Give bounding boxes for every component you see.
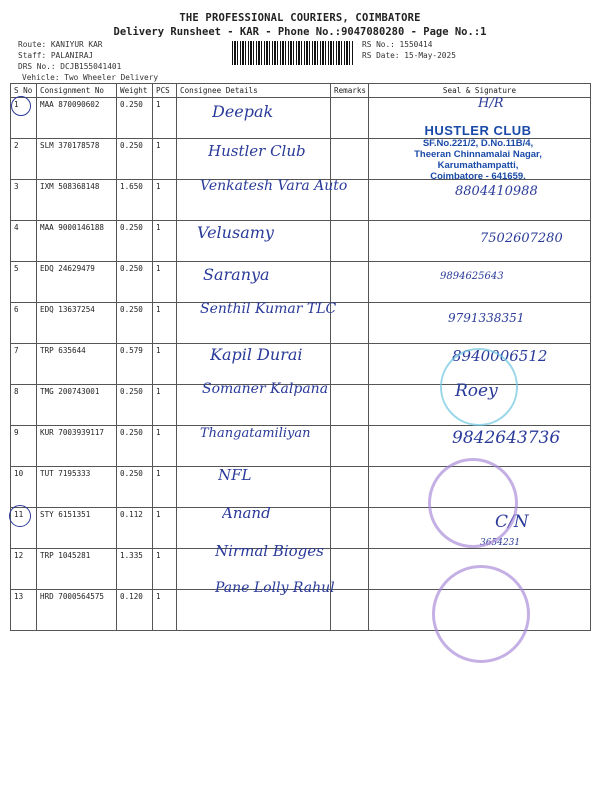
cell-weight: 1.335 (117, 549, 153, 590)
stamp-name: HUSTLER CLUB (424, 123, 532, 138)
cell-weight: 0.250 (117, 467, 153, 508)
handwritten-consignee: Hustler Club (208, 142, 306, 161)
handwritten-consignee: Somaner Kalpana (202, 381, 329, 398)
cell-remarks (331, 98, 369, 139)
cell-consignment-no: TRP 1045281 (37, 549, 117, 590)
handwritten-signature: 7502607280 (480, 230, 563, 246)
cell-consignment-no: STY 6151351 (37, 508, 117, 549)
cell-weight: 0.250 (117, 426, 153, 467)
cell-sno: 6 (11, 303, 37, 344)
cell-sno: 10 (11, 467, 37, 508)
cell-pcs: 1 (153, 303, 177, 344)
circle-mark-row11 (9, 505, 31, 527)
handwritten-signature: 3654231 (480, 538, 521, 549)
cell-remarks (331, 467, 369, 508)
handwritten-signature: C/N (495, 512, 529, 532)
cell-consignment-no: KUR 7003939117 (37, 426, 117, 467)
cell-pcs: 1 (153, 426, 177, 467)
barcode (232, 41, 354, 65)
hustler-club-stamp (393, 124, 563, 183)
handwritten-consignee: Anand (222, 504, 271, 522)
handwritten-signature: 9842643736 (452, 427, 561, 448)
col-consignment: Consignment No (37, 84, 117, 98)
cell-consignee (177, 467, 331, 508)
handwritten-consignee: Kapil Durai (210, 345, 303, 365)
round-seal-cyan (440, 348, 518, 426)
col-sno: S No (11, 84, 37, 98)
cell-weight: 0.250 (117, 303, 153, 344)
cell-consignment-no: TRP 635644 (37, 344, 117, 385)
cell-pcs: 1 (153, 467, 177, 508)
cell-remarks (331, 426, 369, 467)
cell-pcs: 1 (153, 344, 177, 385)
rs-date: RS Date: 15-May-2025 (362, 51, 456, 60)
cell-sno: 13 (11, 590, 37, 631)
handwritten-consignee: Thangatamiliyan (200, 425, 311, 441)
cell-consignment-no: TMG 200743001 (37, 385, 117, 426)
cell-remarks (331, 385, 369, 426)
cell-signature (369, 262, 591, 303)
cell-weight: 0.250 (117, 139, 153, 180)
company-title: THE PROFESSIONAL COURIERS, COIMBATORE (179, 12, 421, 24)
cell-weight: 1.650 (117, 180, 153, 221)
cell-remarks (331, 221, 369, 262)
cell-pcs: 1 (153, 549, 177, 590)
cell-consignment-no: MAA 9000146188 (37, 221, 117, 262)
col-weight: Weight (117, 84, 153, 98)
stamp-line3: Karumathampatti, (437, 159, 519, 171)
runsheet-subtitle: Delivery Runsheet - KAR - Phone No.:9047080280 - Page No.:1 (113, 26, 487, 38)
cell-pcs: 1 (153, 508, 177, 549)
cell-remarks (331, 549, 369, 590)
cell-pcs: 1 (153, 180, 177, 221)
handwritten-signature: 8804410988 (455, 184, 538, 200)
cell-sno: 4 (11, 221, 37, 262)
cell-consignment-no: EDQ 24629479 (37, 262, 117, 303)
cell-pcs: 1 (153, 590, 177, 631)
handwritten-consignee: Senthil Kumar TLC (200, 301, 337, 317)
col-remarks: Remarks (331, 84, 369, 98)
handwritten-signature: H/R (478, 96, 504, 111)
col-pcs: PCS (153, 84, 177, 98)
col-signature: Seal & Signature (369, 84, 591, 98)
cell-sno: 9 (11, 426, 37, 467)
staff-label: Staff: PALANIRAJ (18, 51, 94, 60)
handwritten-consignee: Saranya (203, 264, 270, 284)
cell-consignment-no: SLM 370178578 (37, 139, 117, 180)
cell-sno: 11 (11, 508, 37, 549)
cell-sno: 5 (11, 262, 37, 303)
cell-weight: 0.250 (117, 98, 153, 139)
cell-pcs: 1 (153, 385, 177, 426)
cell-consignment-no: HRD 7000564575 (37, 590, 117, 631)
stamp-line2: Theeran Chinnamalai Nagar, (414, 148, 542, 160)
handwritten-signature: Roey (455, 381, 498, 402)
cell-consignment-no: MAA 870090602 (37, 98, 117, 139)
cell-weight: 0.250 (117, 221, 153, 262)
drs-label: DRS No.: DCJB155041401 (18, 62, 122, 71)
handwritten-consignee: Venkatesh Vara Auto (200, 178, 348, 195)
cell-weight: 0.250 (117, 262, 153, 303)
col-consignee: Consignee Details (177, 84, 331, 98)
cell-weight: 0.579 (117, 344, 153, 385)
handwritten-consignee: Nirmal Bioges (215, 542, 324, 561)
cell-pcs: 1 (153, 98, 177, 139)
stamp-line4: Coimbatore - 641659. (430, 170, 526, 182)
round-seal-purple (428, 458, 521, 549)
cell-consignment-no: TUT 7195333 (37, 467, 117, 508)
route-label: Route: KANIYUR KAR (18, 40, 103, 49)
stamp-line1: SF.No.221/2, D.No.11B/4, (422, 137, 534, 149)
handwritten-consignee: Deepak (212, 102, 274, 121)
cell-remarks (331, 590, 369, 631)
cell-sno: 7 (11, 344, 37, 385)
cell-weight: 0.120 (117, 590, 153, 631)
handwritten-signature: 9791338351 (448, 311, 525, 325)
cell-consignment-no: IXM 508368148 (37, 180, 117, 221)
handwritten-consignee: Pane Lolly Rahul (215, 580, 335, 597)
cell-sno: 12 (11, 549, 37, 590)
vehicle-label: Vehicle: Two Wheeler Delivery (22, 73, 159, 82)
cell-pcs: 1 (153, 262, 177, 303)
cell-weight: 0.250 (117, 385, 153, 426)
cell-remarks (331, 344, 369, 385)
cell-sno: 8 (11, 385, 37, 426)
cell-remarks (331, 262, 369, 303)
cell-sno: 1 (11, 98, 37, 139)
cell-pcs: 1 (153, 221, 177, 262)
round-seal-violet (432, 565, 530, 663)
cell-sno: 3 (11, 180, 37, 221)
cell-consignment-no: EDQ 13637254 (37, 303, 117, 344)
cell-sno: 2 (11, 139, 37, 180)
handwritten-signature: 8940006512 (452, 347, 548, 366)
cell-pcs: 1 (153, 139, 177, 180)
cell-weight: 0.112 (117, 508, 153, 549)
table-row (11, 262, 591, 303)
cell-remarks (331, 139, 369, 180)
cell-remarks (331, 508, 369, 549)
handwritten-signature: 9894625643 (440, 270, 504, 282)
handwritten-consignee: Velusamy (197, 222, 274, 242)
handwritten-consignee: NFL (218, 465, 252, 484)
circle-mark-row1 (11, 96, 31, 116)
rs-number: RS No.: 1550414 (362, 40, 433, 49)
